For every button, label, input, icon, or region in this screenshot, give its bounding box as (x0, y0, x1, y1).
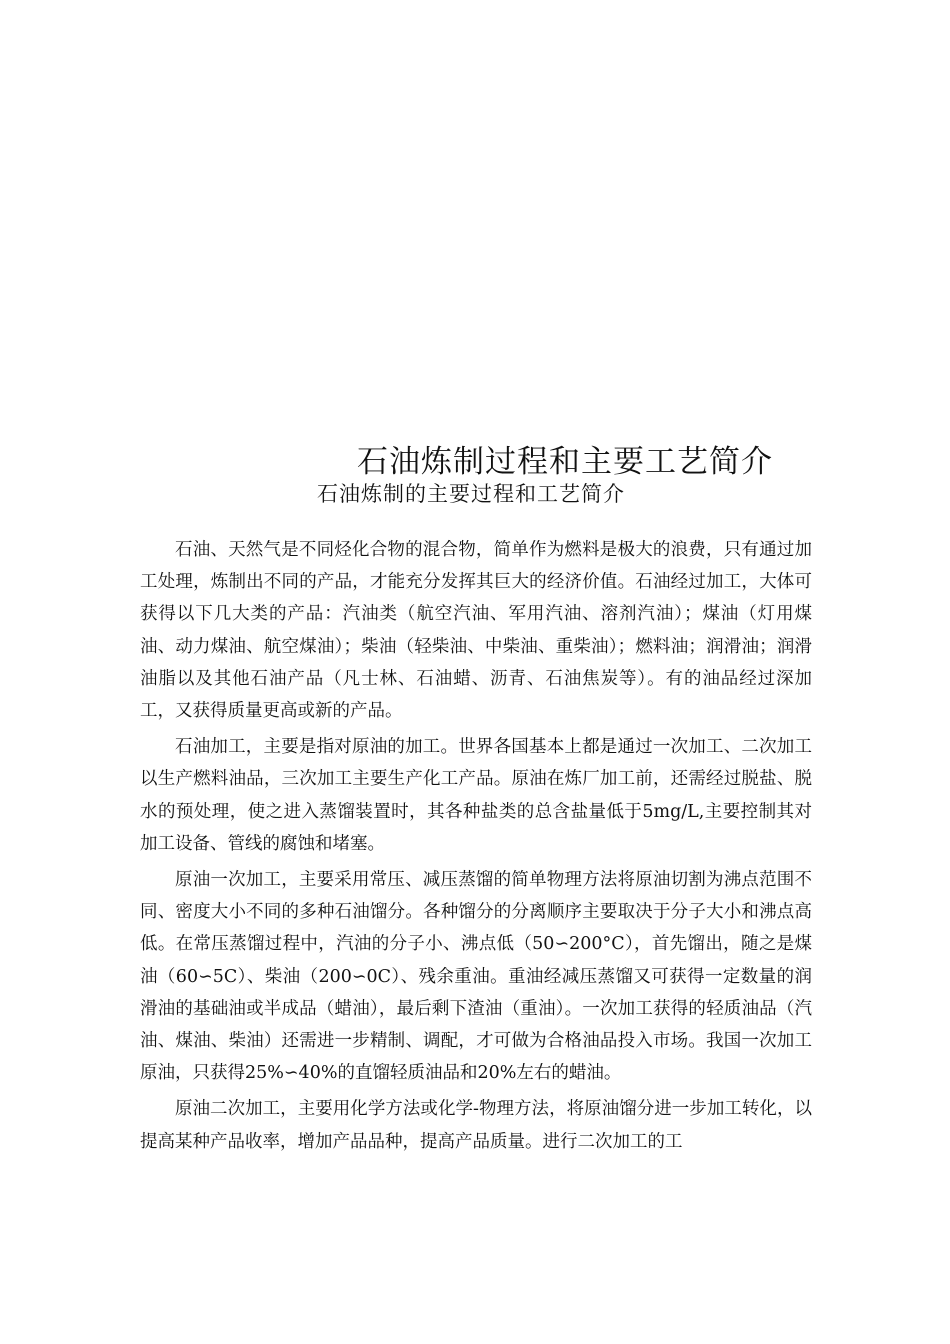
document-title: 石油炼制过程和主要工艺简介 (357, 444, 773, 480)
body-paragraph: 原油一次加工，主要采用常压、减压蒸馏的简单物理方法将原油切割为沸点范围不同、密度大小不同的多种石油馏分。各种馏分的分离顺序主要取决于分子大小和沸点高低。在常压蒸馏过程中，汽油的分子小、沸点低（50∽200°C），首先馏出，随之是煤油（60∽5C）、柴油（200∽0C）、残余重油。重油经减压蒸馏又可获得一定数量的润滑油的基础油或半成品（蜡油），最后剩下渣油（重油）。一次加工获得的轻质油品（汽油、煤油、柴油）还需进一步精制、调配，才可做为合格油品投入市场。我国一次加工原油，只获得25%∽40%的直馏轻质油品和20%左右的蜡油。 (140, 870, 812, 1084)
document-body (140, 534, 812, 1162)
body-paragraph: 原油二次加工，主要用化学方法或化学-物理方法，将原油馏分进一步加工转化，以提高某种产品收率，增加产品品种，提高产品质量。进行二次加工的工 (140, 1099, 812, 1152)
body-paragraph: 石油、天然气是不同烃化合物的混合物，简单作为燃料是极大的浪费，只有通过加工处理，炼制出不同的产品，才能充分发挥其巨大的经济价值。石油经过加工，大体可获得以下几大类的产品：汽油类（航空汽油、军用汽油、溶剂汽油）；煤油（灯用煤油、动力煤油、航空煤油）；柴油（轻柴油、中柴油、重柴油）；燃料油；润滑油；润滑油脂以及其他石油产品（凡士林、石油蜡、沥青、石油焦炭等）。有的油品经过深加工，又获得质量更高或新的产品。 (140, 540, 812, 722)
document-subtitle: 石油炼制的主要过程和工艺简介 (317, 482, 625, 506)
body-paragraph: 石油加工，主要是指对原油的加工。世界各国基本上都是通过一次加工、二次加工以生产燃料油品，三次加工主要生产化工产品。原油在炼厂加工前，还需经过脱盐、脱水的预处理，使之进入蒸馏装置时，其各种盐类的总含盐量低于5mg/L,主要控制其对加工设备、管线的腐蚀和堵塞。 (140, 737, 812, 854)
